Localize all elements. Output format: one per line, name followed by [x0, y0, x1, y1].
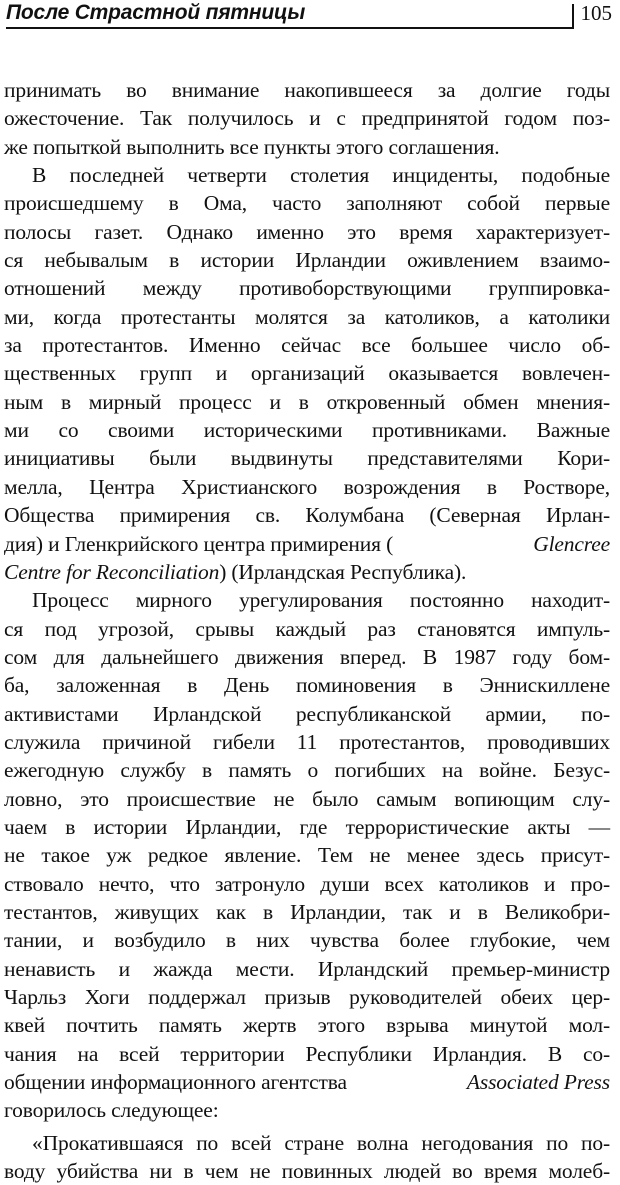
text-line: служила причиной гибели 11 протестантов, проводивших	[4, 729, 610, 754]
text-line: ствовало нечто, что затронуло души всех католиков и про-	[4, 871, 610, 896]
text-line	[4, 558, 610, 586]
text-line: чаем в истории Ирландии, где террористические акты —	[4, 814, 610, 839]
text-line: полосы газет. Однако именно это время характеризует-	[4, 219, 610, 244]
text-line: «Прокатившаяся по всей стране волна негодования по по-	[32, 1130, 610, 1155]
text-line: отношений между противоборствующими группировка-	[4, 276, 610, 301]
text-line: В последней четверти столетия инциденты, подобные	[32, 163, 610, 188]
text-line: тании, и возбудило в них чувства более глубокие, чем	[4, 928, 610, 953]
text-line: ненависть и жажда мести. Ирландский премьер-министр	[4, 956, 610, 981]
text-line	[4, 530, 610, 558]
text-line	[4, 1068, 610, 1096]
text-line: ся небывалым в истории Ирландии оживлением взаимо-	[4, 248, 610, 273]
italic-term: Glencree	[533, 531, 610, 556]
paragraph	[4, 586, 610, 1125]
text-line: Чарльз Хоги поддержал призыв руководителей обеих цер-	[4, 985, 610, 1009]
text-line: принимать во внимание накопившееся за долгие годы	[4, 78, 610, 102]
page-number: 105	[580, 1, 612, 25]
italic-term: Centre for Reconciliation	[4, 559, 220, 584]
text-line: инициативы были выдвинуты представителями Кори-	[4, 446, 610, 471]
text-span: ) (Ирландская Республика).	[219, 559, 467, 584]
header-divider	[572, 4, 574, 29]
text-span: общении информационного агентства	[4, 1070, 347, 1095]
paragraph	[4, 161, 610, 586]
paragraph	[4, 76, 610, 161]
text-line: ми со своими историческими противниками. Важные	[4, 418, 610, 443]
text-line: ба, заложенная в День поминовения в Эннискиллене	[4, 673, 610, 698]
text-line: ми, когда протестанты молятся за католиков, а католики	[4, 304, 610, 329]
text-line: ным в мирный процесс и в откровенный обмен мнения-	[4, 389, 610, 414]
text-line: сом для дальнейшего движения вперед. В 1987 году бом-	[4, 644, 610, 669]
text-line: ежегодную службу в память о погибших на войне. Безус-	[4, 758, 610, 783]
running-title: После Страстной пятницы	[6, 1, 306, 24]
text-line: же попыткой выполнить все пункты этого соглашения.	[4, 134, 500, 159]
text-line: ожесточение. Так получилось и с предпринятой годом поз-	[4, 106, 610, 131]
text-line: не такое уж редкое явление. Тем не менее здесь присут-	[4, 843, 610, 868]
text-line: Общества примирения св. Колумбана (Северная Ирлан-	[4, 503, 610, 528]
text-line: происшедшему в Ома, часто заполняют собой первые	[4, 191, 610, 216]
text-line: ся под угрозой, срывы каждый раз становятся импуль-	[4, 616, 610, 641]
text-line: воду убийства ни в чем не повинных людей во время молеб-	[4, 1159, 610, 1184]
text-line: мелла, Центра Христианского возрождения в Ростворе,	[4, 474, 610, 499]
text-line: чания на всей территории Республики Ирландия. В со-	[4, 1041, 610, 1066]
quote-paragraph	[4, 1129, 610, 1185]
text-line: говорилось следующее:	[4, 1098, 219, 1123]
header-rule	[6, 27, 572, 29]
text-line: щественных групп и организаций оказывается вовлечен-	[4, 361, 610, 386]
text-span: дия) и Гленкрийского центра примирения (	[4, 531, 394, 556]
text-line: ловно, это происшествие не было самым вопиющим слу-	[4, 786, 610, 811]
italic-term: Associated Press	[466, 1070, 610, 1095]
text-line: активистами Ирландской республиканской армии, по-	[4, 701, 610, 726]
text-line: за протестантов. Именно сейчас все большее число об-	[4, 333, 610, 358]
text-line: тестантов, живущих как в Ирландии, так и в Великобри-	[4, 899, 610, 924]
text-line: Процесс мирного урегулирования постоянно находит-	[32, 588, 610, 613]
page-body	[4, 76, 610, 1185]
page-header	[6, 0, 612, 30]
text-line: квей почтить память жертв этого взрыва минутой мол-	[4, 1013, 610, 1038]
